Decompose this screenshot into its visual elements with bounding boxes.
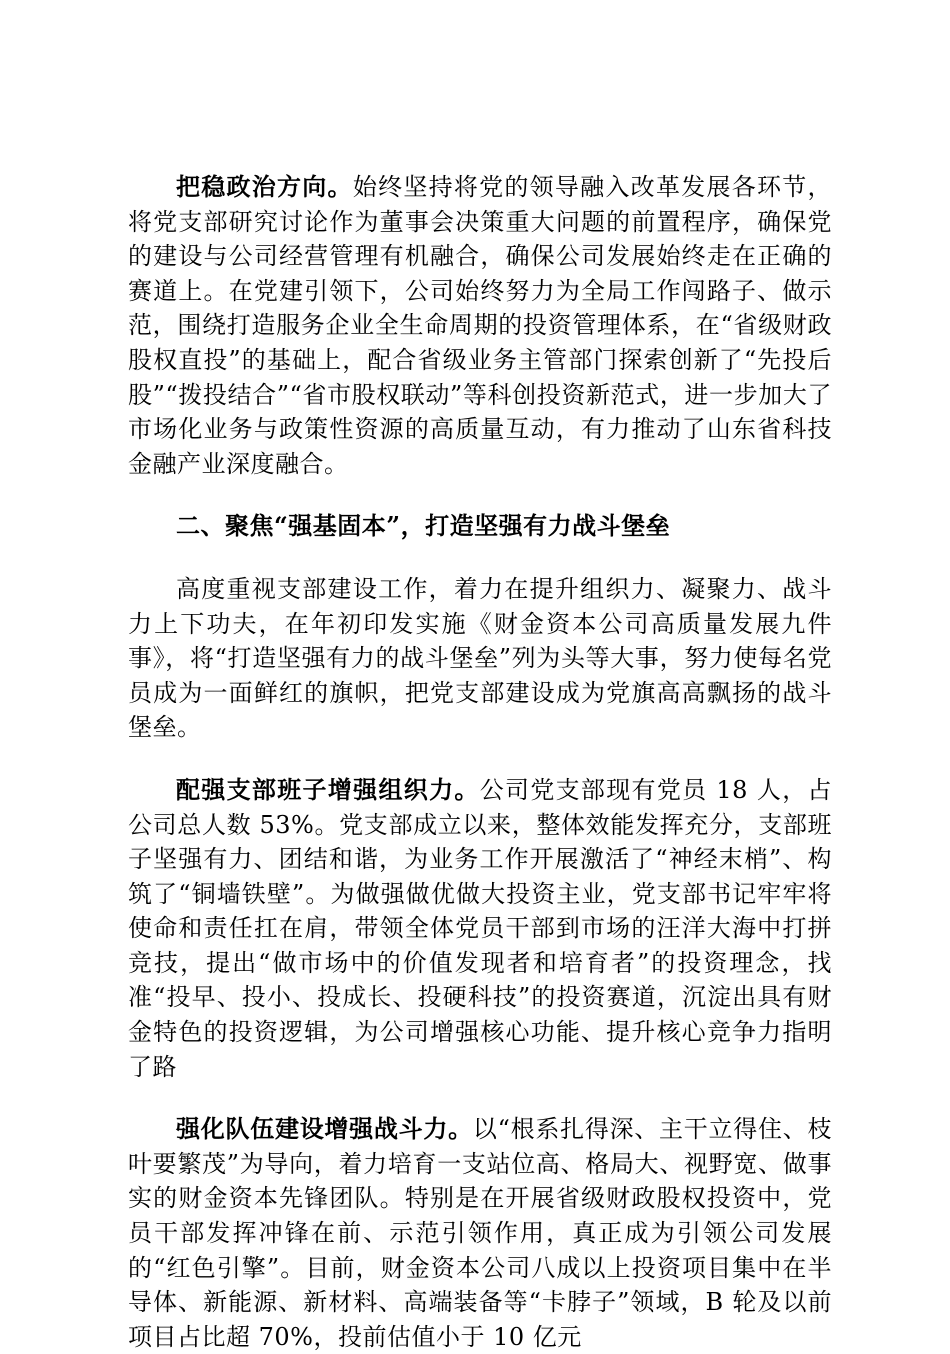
- paragraph-lead: 配强支部班子增强组织力。: [176, 774, 480, 804]
- paragraph-text: 公司党支部现有党员 18 人，占公司总人数 53%。党支部成立以来，整体效能发挥充分，支部班子坚强有力、团结和谐，为业务工作开展激活了“神经末梢”、构筑了“铜墙铁壁”。为做强做优做大投资主业，党支部书记牢牢将使命和责任扛在肩，带领全体党员干部到市场的汪洋大海中打拼竞技，提出“做市场中的价值发现者和培育者”的投资理念，找准“投早、投小、投成长、投硬科技”的投资赛道，沉淀出具有财金特色的投资逻辑，为公司增强核心功能、提升核心竞争力指明了路: [128, 775, 833, 1081]
- paragraph-text: 高度重视支部建设工作，着力在提升组织力、凝聚力、战斗力上下功夫，在年初印发实施《财金资本公司高质量发展九件事》，将“打造坚强有力的战斗堡垒”列为头等大事，努力使每名党员成为一面鲜红的旗帜，把党支部建设成为党旗高高飘扬的战斗堡垒。: [128, 574, 832, 742]
- paragraph-organization: [128, 773, 832, 1084]
- document-body: [128, 170, 832, 1354]
- paragraph-team-building: [128, 1112, 832, 1354]
- section-heading: 二、聚焦“强基固本”，打造坚强有力战斗堡垒: [176, 511, 671, 541]
- paragraph-branch-building: [128, 572, 832, 745]
- paragraph-lead: 把稳政治方向。: [176, 172, 353, 201]
- paragraph-lead: 强化队伍建设增强战斗力。: [176, 1114, 473, 1144]
- paragraph-text: 始终坚持将党的领导融入改革发展各环节，将党支部研究讨论作为董事会决策重大问题的前置程序，确保党的建设与公司经营管理有机融合，确保公司发展始终走在正确的赛道上。在党建引领下，公司始终努力为全局工作闯路子、做示范，围绕打造服务企业全生命周期的投资管理体系，在“省级财政股权直投”的基础上，配合省级业务主管部门探索创新了“先投后股”“拨投结合”“省市股权联动”等科创投资新范式，进一步加大了市场化业务与政策性资源的高质量互动，有力推动了山东省科技金融产业深度融合。: [128, 173, 833, 478]
- paragraph-political-direction: [128, 170, 832, 481]
- paragraph-text: 以“根系扎得深、主干立得住、枝叶要繁茂”为导向，着力培育一支站位高、格局大、视野宽、做事实的财金资本先锋团队。特别是在开展省级财政股权投资中，党员干部发挥冲锋在前、示范引领作用，真正成为引领公司发展的“红色引擎”。目前，财金资本公司八成以上投资项目集中在半导体、新能源、新材料、高端装备等“卡脖子”领域，B 轮及以前项目占比超 70%，投前估值小于 10 亿元: [128, 1115, 832, 1351]
